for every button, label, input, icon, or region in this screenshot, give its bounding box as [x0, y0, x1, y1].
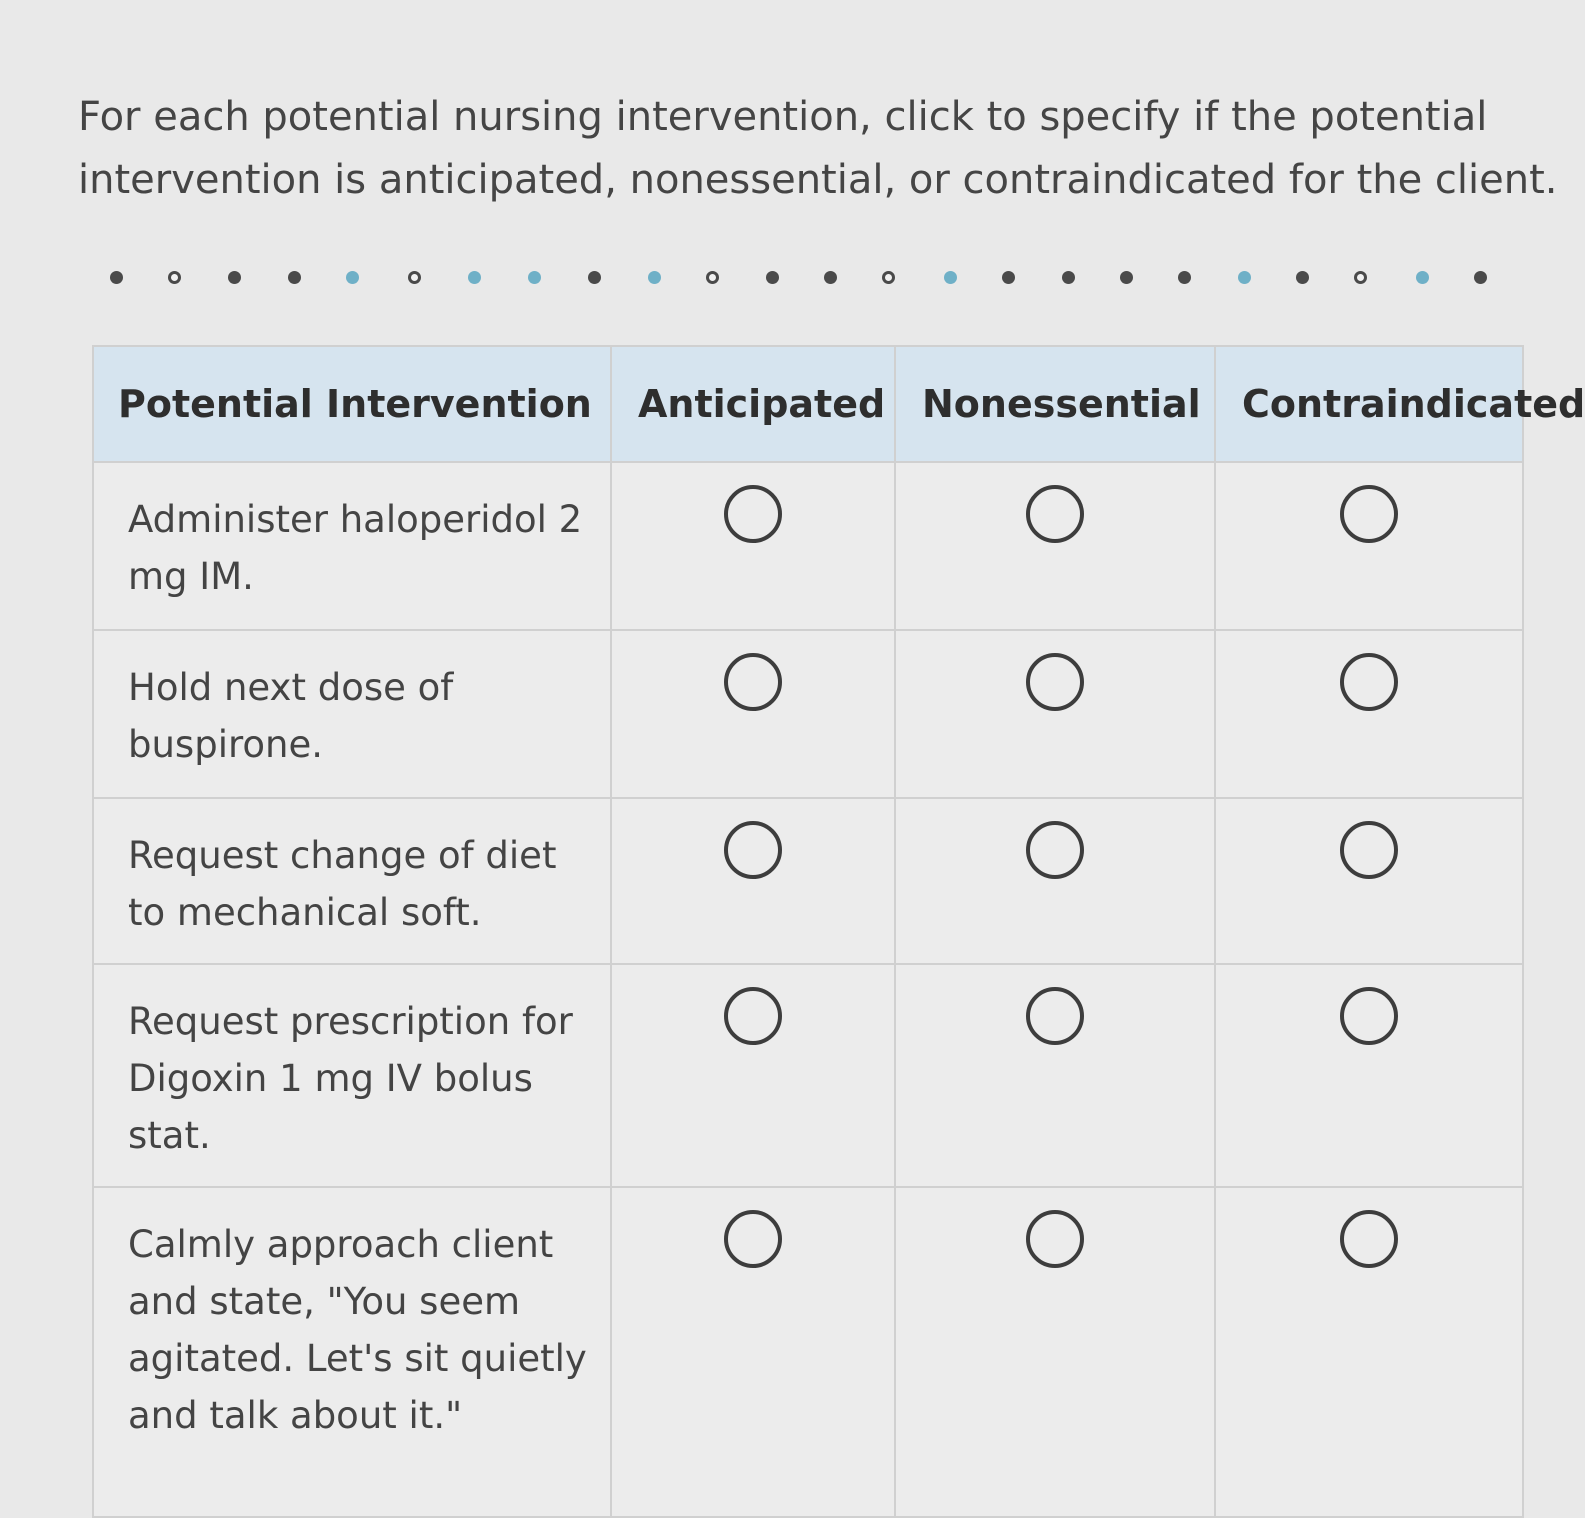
- anticipated-cell: [611, 964, 895, 1187]
- progress-dot-outline[interactable]: [706, 271, 719, 284]
- instructions: [78, 86, 1558, 212]
- progress-dot-filled[interactable]: [766, 271, 779, 284]
- anticipated-cell: [611, 798, 895, 964]
- contraindicated-radio[interactable]: [1340, 1210, 1398, 1268]
- progress-dot-outline[interactable]: [882, 271, 895, 284]
- table-row: [93, 964, 1523, 1187]
- progress-dot-blue[interactable]: [1238, 271, 1251, 284]
- contraindicated-cell: [1215, 630, 1523, 798]
- progress-dot-filled[interactable]: [228, 271, 241, 284]
- anticipated-radio[interactable]: [724, 987, 782, 1045]
- contraindicated-radio[interactable]: [1340, 821, 1398, 879]
- header-contraindicated: Contraindicated: [1215, 346, 1523, 462]
- nonessential-cell: [895, 1187, 1215, 1517]
- intervention-label: Request prescription for Digoxin 1 mg IV bolus stat.: [93, 964, 611, 1187]
- progress-dot-blue[interactable]: [346, 271, 359, 284]
- nonessential-radio[interactable]: [1026, 653, 1084, 711]
- progress-dot-blue[interactable]: [528, 271, 541, 284]
- progress-dot-filled[interactable]: [588, 271, 601, 284]
- progress-dot-filled[interactable]: [110, 271, 123, 284]
- anticipated-cell: [611, 630, 895, 798]
- table-row: [93, 630, 1523, 798]
- contraindicated-cell: [1215, 964, 1523, 1187]
- progress-dot-filled[interactable]: [1474, 271, 1487, 284]
- nonessential-radio[interactable]: [1026, 821, 1084, 879]
- contraindicated-cell: [1215, 798, 1523, 964]
- progress-dot-filled[interactable]: [1120, 271, 1133, 284]
- contraindicated-radio[interactable]: [1340, 987, 1398, 1045]
- anticipated-cell: [611, 462, 895, 630]
- progress-dot-outline[interactable]: [1354, 271, 1367, 284]
- nonessential-cell: [895, 964, 1215, 1187]
- progress-dot-filled[interactable]: [288, 271, 301, 284]
- contraindicated-radio[interactable]: [1340, 485, 1398, 543]
- contraindicated-radio[interactable]: [1340, 653, 1398, 711]
- intervention-label: Hold next dose of buspirone.: [93, 630, 611, 798]
- header-row: [93, 346, 1523, 462]
- nonessential-radio[interactable]: [1026, 485, 1084, 543]
- progress-dot-outline[interactable]: [408, 271, 421, 284]
- intervention-label: Administer haloperidol 2 mg IM.: [93, 462, 611, 630]
- anticipated-radio[interactable]: [724, 653, 782, 711]
- intervention-grid: [92, 345, 1585, 1518]
- progress-dot-blue[interactable]: [648, 271, 661, 284]
- progress-dots: [98, 266, 1501, 290]
- progress-dot-filled[interactable]: [1062, 271, 1075, 284]
- anticipated-radio[interactable]: [724, 485, 782, 543]
- instructions-line-2: intervention is anticipated, nonessential, or contraindicated for the client.: [78, 157, 1558, 203]
- nonessential-cell: [895, 798, 1215, 964]
- header-anticipated: Anticipated: [611, 346, 895, 462]
- instructions-line-1: For each potential nursing intervention, click to specify if the potential: [78, 94, 1488, 140]
- contraindicated-cell: [1215, 1187, 1523, 1517]
- table-row: [93, 798, 1523, 964]
- progress-dot-filled[interactable]: [1296, 271, 1309, 284]
- progress-dot-blue[interactable]: [468, 271, 481, 284]
- progress-dot-filled[interactable]: [824, 271, 837, 284]
- nonessential-radio[interactable]: [1026, 987, 1084, 1045]
- table-row: [93, 1187, 1523, 1517]
- anticipated-radio[interactable]: [724, 1210, 782, 1268]
- header-nonessential: Nonessential: [895, 346, 1215, 462]
- progress-dot-outline[interactable]: [168, 271, 181, 284]
- intervention-label: Calmly approach client and state, "You seem agitated. Let's sit quietly and talk about it.": [93, 1187, 611, 1517]
- progress-dot-filled[interactable]: [1002, 271, 1015, 284]
- progress-dot-filled[interactable]: [1178, 271, 1191, 284]
- anticipated-cell: [611, 1187, 895, 1517]
- progress-dot-blue[interactable]: [944, 271, 957, 284]
- header-potential-intervention: Potential Intervention: [93, 346, 611, 462]
- nonessential-cell: [895, 462, 1215, 630]
- progress-dot-blue[interactable]: [1416, 271, 1429, 284]
- nonessential-radio[interactable]: [1026, 1210, 1084, 1268]
- table-row: [93, 462, 1523, 630]
- contraindicated-cell: [1215, 462, 1523, 630]
- intervention-label: Request change of diet to mechanical soft.: [93, 798, 611, 964]
- nonessential-cell: [895, 630, 1215, 798]
- anticipated-radio[interactable]: [724, 821, 782, 879]
